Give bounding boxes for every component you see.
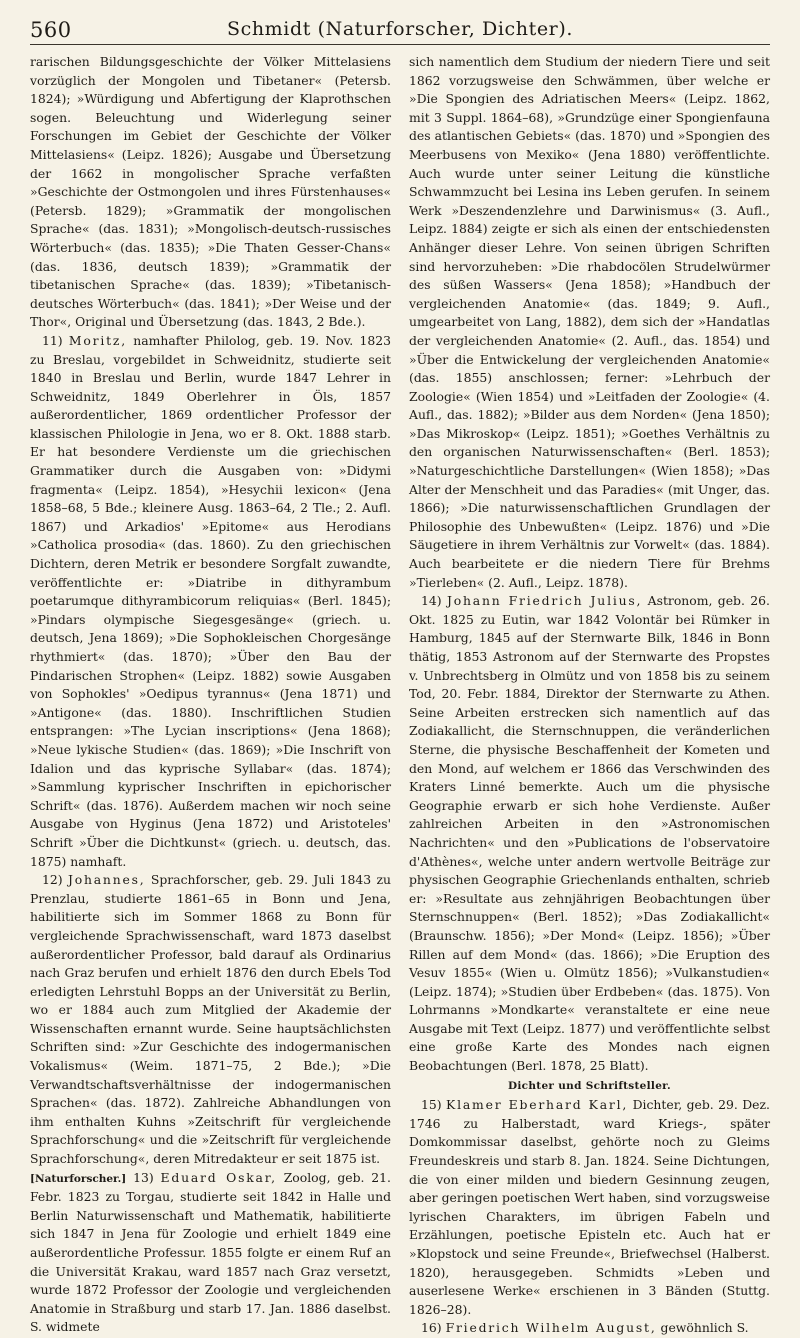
entry-name: Johannes,: [67, 872, 146, 888]
entry-number: 11): [42, 332, 63, 348]
column-right: [409, 53, 770, 1338]
entry-text: gewöhnlich S.: [660, 1320, 749, 1336]
text-columns: [30, 45, 770, 1338]
entry-number: 12): [42, 872, 63, 888]
entry-13: [30, 1169, 391, 1337]
entry-14: [409, 592, 770, 1075]
entry-number: 13): [133, 1169, 154, 1185]
section-heading: Dichter und Schriftsteller.: [507, 1079, 672, 1092]
entry-text: Dichter, geb. 29. Dez. 1746 zu Halberstadt, ward Kriegs-, später Domkommissar daselbst, gehörte noch zu Gleims Freundeskreis und starb 8. Jan. 1824. Seine Dichtungen, die von einer milden und biedern Gesinnung zeugen, aber geringen poetischen Wert haben, sind vorzugsweise lyrischen Charakters, im übrigen Fabeln und Erzählungen, poetische Episteln etc. Auch hat er »Klopstock und seine Freunde«, Briefwechsel (Halberst. 1820), herausgegeben. Schmidts »Leben und auserlesene Werke« erschienen in 3 Bänden (Stuttg. 1826–28).: [409, 1097, 770, 1317]
page-header: [30, 0, 770, 45]
entry-continuation: rarischen Bildungsgeschichte der Völker Mittelasiens vorzüglich der Mongolen und Tibetaner« (Petersb. 1824); »Würdigung und Abfertigung der Klaprothschen sogen. Beleuchtung und Widerlegung seiner Forschungen im Gebiet der Geschichte der Völker Mittelasiens« (Leipz. 1826); Ausgabe und Übersetzung der 1662 in mongolischer Sprache verfaßten »Geschichte der Ostmongolen und ihres Fürstenhauses« (Petersb. 1829); »Grammatik der mongolischen Sprache« (das. 1831); »Mongolisch-deutsch-russisches Wörterbuch« (das. 1835); »Die Thaten Gesser-Chans« (das. 1836, deutsch 1839); »Grammatik der tibetanischen Sprache« (das. 1839); »Tibetanisch-deutsches Wörterbuch« (das. 1841); »Der Weise und der Thor«, Original und Übersetzung (das. 1843, 2 Bde.).: [30, 54, 391, 330]
page-number: 560: [30, 18, 72, 42]
entry-number: 16): [421, 1320, 442, 1336]
entry-name: Eduard Oskar,: [160, 1169, 277, 1185]
entry-16: [409, 1319, 770, 1338]
entry-text: Zoolog, geb. 21. Febr. 1823 zu Torgau, studierte seit 1842 in Halle und Berlin Naturwissenschaft und Mathematik, habilitierte sich 1847 in Jena für Zoologie und erhielt 1849 eine außerordentliche Professur. 1855 folgte er einem Ruf an die Universität Krakau, ward 1857 nach Graz versetzt, wurde 1872 Professor der Zoologie und vergleichenden Anatomie in Straßburg und starb 17. Jan. 1886 daselbst. S. widmete: [30, 1169, 391, 1335]
entry-12: [30, 871, 391, 1169]
entry-number: 15): [421, 1097, 442, 1113]
entry-text: Astronom, geb. 26. Okt. 1825 zu Eutin, war 1842 Volontär bei Rümker in Hamburg, 1845 auf der Sternwarte Bilk, 1846 in Bonn thätig, 1853 Astronom auf der Sternwarte des Propstes v. Unbrechtsberg in Olmütz und von 1858 bis zu seinem Tod, 20. Febr. 1884, Direktor der Sternwarte zu Athen. Seine Arbeiten erstrecken sich namentlich auf das Zodiakallicht, die Sternschnuppen, die veränderlichen Sterne, die physische Beschaffenheit der Kometen und den Mond, auf welchem er 1866 das Verschwinden des Kraters Linné bemerkte. Auch um die physische Geographie erwarb er sich hohe Verdienste. Außer zahlreichen Arbeiten in den »Astronomischen Nachrichten« und den »Publications de l'observatoire d'Athènes«, welche unter andern wertvolle Beiträge zur physischen Geographie Griechenlands enthalten, schrieb er: »Resultate aus zehnjährigen Beobachtungen über Sternschnuppen« (Berl. 1852); »Das Zodiakallicht« (Braunschw. 1856); »Der Mond« (Leipz. 1856); »Über Rillen auf dem Mond« (das. 1866); »Die Eruption des Vesuv 1855« (Wien u. Olmütz 1856); »Vulkanstudien« (Leipz. 1874); »Studien über Erdbeben« (das. 1875). Von Lohrmanns »Mondkarte« veranstaltete er eine neue Ausgabe mit Text (Leipz. 1877) und veröffentlichte selbst eine große Karte des Mondes nach eignen Beobachtungen (Berl. 1878, 25 Blatt).: [409, 593, 770, 1074]
entry-text: namhafter Philolog, geb. 19. Nov. 1823 zu Breslau, vorgebildet in Schweidnitz, studierte seit 1840 in Breslau und Berlin, wurde 1847 Lehrer in Schweidnitz, 1849 Oberlehrer in Öls, 1857 außerordentlicher, 1869 ordentlicher Professor der klassischen Philologie in Jena, wo er 8. Okt. 1888 starb. Er hat besondere Verdienste um die griechischen Grammatiker durch die Ausgaben von: »Didymi fragmenta« (Leipz. 1854), »Hesychii lexicon« (Jena 1858–68, 5 Bde.; kleinere Ausg. 1863–64, 2 Tle.; 2. Aufl. 1867) und Arkadios' »Epitome« aus Herodians »Catholica prosodia« (das. 1860). Zu den griechischen Dichtern, deren Metrik er besondere Sorgfalt zuwandte, veröffentlichte er: »Diatribe in dithyrambum poetarumque dithyrambicorum reliquias« (Berl. 1845); »Pindars olympische Siegesgesänge« (griech. u. deutsch, Jena 1869); »Die Sophokleischen Chorgesänge rhythmiert« (das. 1870); »Über den Bau der Pindarischen Strophen« (Leipz. 1882) sowie Ausgaben von Sophokles' »Oedipus tyrannus« (Jena 1871) und »Antigone« (das. 1880). Inschriftlichen Studien entsprangen: »The Lycian inscriptions« (Jena 1868); »Neue lykische Studien« (das. 1869); »Die Inschrift von Idalion und das kyprische Syllabar« (das. 1874); »Sammlung kyprischer Inschriften in epichorischer Schrift« (das. 1876). Außerdem machen wir noch seine Ausgabe von Hyginus (Jena 1872) und Aristoteles' Schrift »Über die Dichtkunst« (griech. u. deutsch, das. 1875) namhaft.: [30, 332, 391, 869]
entry-number: 14): [421, 593, 442, 609]
entry-name: Moritz,: [68, 332, 127, 348]
entry-11: [30, 332, 391, 871]
entry-name: Klamer Eberhard Karl,: [446, 1097, 629, 1113]
category-tag: [Naturforscher.]: [30, 1172, 127, 1185]
entry-15: [409, 1096, 770, 1319]
entry-text: Sprachforscher, geb. 29. Juli 1843 zu Prenzlau, studierte 1861–65 in Bonn und Jena, habilitierte sich im Sommer 1868 zu Bonn für vergleichende Sprachwissenschaft, ward 1873 daselbst außerordentlicher Professor, bald darauf als Ordinarius nach Graz berufen und erhielt 1876 den durch Ebels Tod erledigten Lehrstuhl Bopps an der Universität zu Berlin, wo er 1884 auch zum Mitglied der Akademie der Wissenschaften ernannt wurde. Seine hauptsächlichsten Schriften sind: »Zur Geschichte des indogermanischen Vokalismus« (Weim. 1871–75, 2 Bde.); »Die Verwandtschaftsverhältnisse der indogermanischen Sprachen« (das. 1872). Zahlreiche Abhandlungen von ihm enthalten Kuhns »Zeitschrift für vergleichende Sprachforschung« und die »Zeitschrift für vergleichende Sprachforschung«, deren Mitredakteur er seit 1875 ist.: [30, 872, 391, 1167]
entry-name: Friedrich Wilhelm August,: [445, 1320, 657, 1336]
entry-continuation: sich namentlich dem Studium der niedern Tiere und seit 1862 vorzugsweise den Schwämmen, über welche er »Die Spongien des Adriatischen Meers« (Leipz. 1862, mit 3 Suppl. 1864–68), »Grundzüge einer Spongienfauna des atlantischen Gebiets« (das. 1870) und »Spongien des Meerbusens von Mexiko« (Jena 1880) veröffentlichte. Auch wurde unter seiner Leitung die künstliche Schwammzucht bei Lesina ins Leben gerufen. In seinem Werk »Deszendenzlehre und Darwinismus« (3. Aufl., Leipz. 1884) zeigte er sich als einen der entschiedensten Anhänger dieser Lehre. Von seinen übrigen Schriften sind hervorzuheben: »Die rhabdocölen Strudelwürmer des süßen Wassers« (Jena 1858); »Handbuch der vergleichenden Anatomie« (das. 1849; 9. Aufl., umgearbeitet von Lang, 1882), dem sich der »Handatlas der vergleichenden Anatomie« (2. Aufl., das. 1854) und »Über die Entwickelung der vergleichenden Anatomie« (das. 1855) anschlossen; ferner: »Lehrbuch der Zoologie« (Wien 1854) und »Leitfaden der Zoologie« (4. Aufl., das. 1882); »Bilder aus dem Norden« (Jena 1850); »Das Mikroskop« (Leipz. 1851); »Goethes Verhältnis zu den organischen Naturwissenschaften« (Berl. 1853); »Naturgeschichtliche Darstellungen« (Wien 1858); »Das Alter der Menschheit und das Paradies« (mit Unger, das. 1866); »Die naturwissenschaftlichen Grundlagen der Philosophie des Unbewußten« (Leipz. 1876) und »Die Säugetiere in ihrem Verhältnis zur Vorwelt« (das. 1884). Auch bearbeitete er die niedern Tiere für Brehms »Tierleben« (2. Aufl., Leipz. 1878).: [409, 54, 770, 590]
running-head: Schmidt (Naturforscher, Dichter).: [226, 18, 574, 40]
column-left: [30, 53, 391, 1338]
entry-name: Johann Friedrich Julius,: [446, 593, 643, 609]
